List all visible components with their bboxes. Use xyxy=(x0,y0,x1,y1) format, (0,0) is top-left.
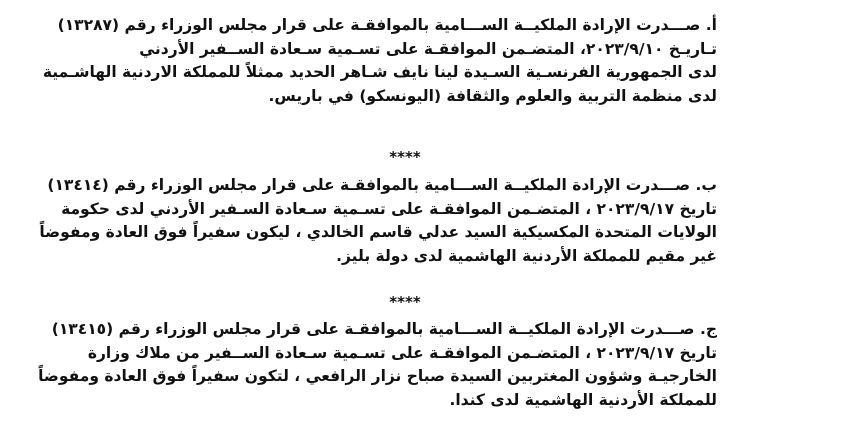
paragraph-line xyxy=(17,198,717,222)
line-text: صـــدرت الإرادة الملكيــة الســـامية بالموافقـة على قرار مجلس الوزراء رقم (١٣٤١٥) xyxy=(51,320,695,338)
paragraph-line xyxy=(17,365,717,389)
paragraph-line xyxy=(17,221,717,245)
paragraph-line xyxy=(17,245,717,269)
line-text: تـاريـخ ٢٠٢٣/٩/١٠، المتضـمن الموافقـة على تسـمية سـعادة الســفير الأردني xyxy=(139,39,717,58)
paragraph-line xyxy=(17,38,717,62)
paragraph-marker: ب. xyxy=(695,176,717,194)
line-text: للمملكة الأردنية الهاشمية لدى كندا. xyxy=(449,390,717,409)
paragraph-marker: ج. xyxy=(699,320,717,338)
paragraph-line xyxy=(17,61,717,85)
paragraph-line xyxy=(17,318,717,342)
separator-asterisks: **** xyxy=(389,148,421,166)
line-text: تاريخ ٢٠٢٣/٩/١٧ ، المتضـمن الموافقـة على تسـمية سـعادة السـفير الأردني لدى حكومة xyxy=(61,199,717,218)
line-text: صـــدرت الإرادة الملكيــة الســـامية بالموافقـة على قرار مجلس الوزراء رقم (١٣٤١٤) xyxy=(47,176,691,194)
line-text: لدى الجمهورية الفرنسـية السـيدة لينا نايف شـاهر الحديد ممثلاً للمملكة الاردنية الهاشـمية xyxy=(42,63,717,81)
paragraph-a xyxy=(17,14,717,108)
line-text: الولايات المتحدة المكسيكية السيد عدلي قاسم الخالدي ، ليكون سفيراً فوق العادة ومفوضاً xyxy=(39,223,717,241)
paragraph-line xyxy=(17,14,717,38)
line-text: صـــدرت الإرادة الملكيــة الســـامية بالموافقـة على قرار مجلس الوزراء رقم (١٣٢٨٧) xyxy=(57,16,701,34)
line-text: الخارجيـة وشؤون المغتربين السيدة صباح نزار الرافعي ، لتكون سفيراً فوق العادة ومفوضاً xyxy=(38,367,717,385)
paragraph-c xyxy=(17,318,717,412)
paragraph-marker: أ. xyxy=(705,16,717,34)
paragraph-line xyxy=(17,174,717,198)
paragraph-line xyxy=(17,389,717,413)
line-text: لدى منظمة التربية والعلوم والثقافة (اليونسكو) في باريس. xyxy=(268,86,717,105)
paragraph-line xyxy=(17,342,717,366)
paragraph-b xyxy=(17,174,717,268)
line-text: تاريخ ٢٠٢٣/٩/١٧ ، المتضـمن الموافقـة على تسـمية سـعادة الســفير من ملاك وزارة xyxy=(87,343,717,362)
line-text: غير مقيم للمملكة الأردنية الهاشمية لدى دولة بليز. xyxy=(336,246,717,265)
separator-asterisks: **** xyxy=(389,293,421,311)
paragraph-line xyxy=(17,85,717,109)
